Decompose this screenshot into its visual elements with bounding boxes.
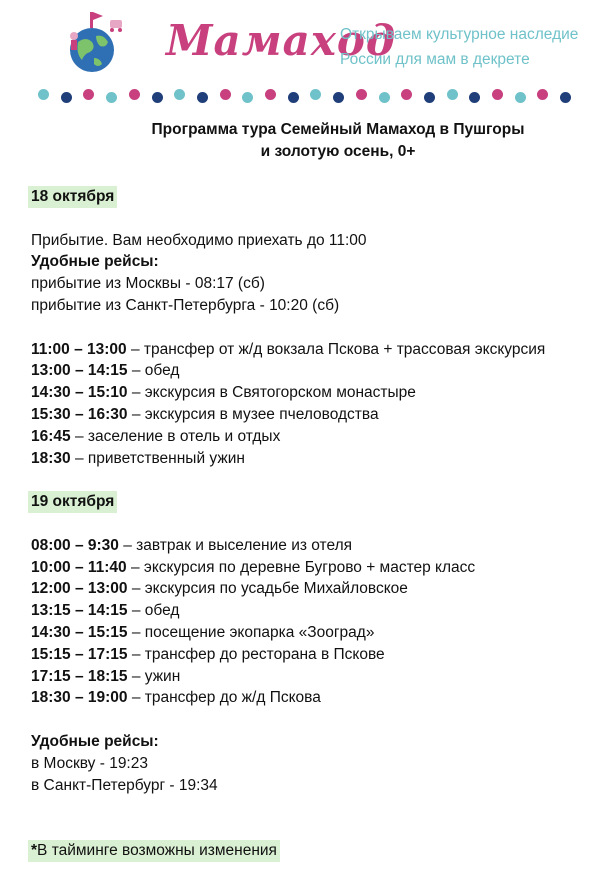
note bbox=[28, 840, 280, 862]
schedule-time: 18:30 – 19:00 bbox=[31, 689, 128, 707]
day2-schedule-item bbox=[31, 666, 591, 688]
note-text: В тайминге возможны изменения bbox=[37, 841, 277, 859]
schedule-activity: – экскурсия по усадьбе Михайловское bbox=[127, 580, 408, 598]
schedule-time: 12:00 – 13:00 bbox=[31, 580, 128, 598]
schedule-activity: – посещение экопарка «Зооград» bbox=[127, 623, 375, 641]
slogan bbox=[340, 22, 600, 72]
schedule-activity: – экскурсия в музее пчеловодства bbox=[127, 405, 379, 423]
decorative-dot bbox=[220, 89, 231, 100]
schedule-time: 15:30 – 16:30 bbox=[31, 405, 128, 423]
schedule-time: 16:45 bbox=[31, 427, 71, 445]
decorative-dot bbox=[310, 89, 321, 100]
day1-flight-2: прибытие из Санкт-Петербурга - 10:20 (сб) bbox=[31, 296, 340, 314]
day1-schedule-item bbox=[31, 339, 591, 361]
day1-arrival: Прибытие. Вам необходимо приехать до 11:00 bbox=[31, 231, 367, 249]
schedule-time: 13:15 – 14:15 bbox=[31, 602, 128, 620]
day1-schedule-item bbox=[31, 426, 591, 448]
slogan-line-1: Открываем культурное наследие bbox=[340, 26, 579, 43]
decorative-dot bbox=[469, 92, 480, 103]
day1-schedule-item bbox=[31, 404, 591, 426]
title-line-2: и золотую осень, 0+ bbox=[260, 143, 416, 160]
header bbox=[0, 0, 600, 112]
day1-schedule-list bbox=[31, 339, 591, 470]
schedule-activity: – экскурсия в Святогорском монастыре bbox=[127, 384, 416, 402]
decorative-dot bbox=[242, 92, 253, 103]
schedule-time: 13:00 – 14:15 bbox=[31, 362, 128, 380]
schedule-activity: – приветственный ужин bbox=[70, 449, 245, 467]
note-asterisk: * bbox=[31, 841, 38, 859]
day1-date: 18 октября bbox=[28, 186, 117, 208]
decorative-dot bbox=[106, 92, 117, 103]
day1-schedule-item bbox=[31, 382, 591, 404]
decorative-dot bbox=[401, 89, 412, 100]
day2-schedule-item bbox=[31, 557, 591, 579]
day2-flight-2: в Санкт-Петербург - 19:34 bbox=[31, 776, 218, 794]
day2-date: 19 октября bbox=[28, 491, 117, 513]
day2-flights-heading: Удобные рейсы: bbox=[31, 732, 159, 750]
decorative-dot bbox=[38, 89, 49, 100]
schedule-activity: – трансфер до ж/д Пскова bbox=[127, 689, 321, 707]
schedule-time: 14:30 – 15:10 bbox=[31, 384, 128, 402]
globe-logo-icon bbox=[58, 6, 130, 78]
decorative-dot bbox=[537, 89, 548, 100]
decorative-dot bbox=[492, 89, 503, 100]
day1-schedule-item bbox=[31, 448, 591, 470]
decorative-dot bbox=[129, 89, 140, 100]
slogan-line-2: России для мам в декрете bbox=[340, 51, 530, 68]
day2-flight-1: в Москву - 19:23 bbox=[31, 754, 148, 772]
schedule-content bbox=[31, 186, 591, 862]
day2-schedule-item bbox=[31, 600, 591, 622]
decorative-dot bbox=[560, 92, 571, 103]
schedule-activity: – трансфер до ресторана в Пскове bbox=[127, 645, 385, 663]
decorative-dot bbox=[197, 92, 208, 103]
decorative-dot bbox=[174, 89, 185, 100]
decorative-dot bbox=[288, 92, 299, 103]
schedule-activity: – обед bbox=[127, 362, 180, 380]
decorative-dot bbox=[379, 92, 390, 103]
schedule-time: 18:30 bbox=[31, 449, 71, 467]
decorative-dot bbox=[447, 89, 458, 100]
schedule-activity: – ужин bbox=[127, 667, 181, 685]
schedule-time: 15:15 – 17:15 bbox=[31, 645, 128, 663]
note-row bbox=[31, 840, 591, 862]
decorative-dot bbox=[152, 92, 163, 103]
schedule-activity: – экскурсия по деревне Бугрово + мастер класс bbox=[126, 558, 476, 576]
day2-schedule-list bbox=[31, 535, 591, 709]
decorative-dot bbox=[265, 89, 276, 100]
decorative-dot bbox=[61, 92, 72, 103]
decorative-dot bbox=[515, 92, 526, 103]
day2-schedule-item bbox=[31, 644, 591, 666]
schedule-activity: – трансфер от ж/д вокзала Пскова + трассовая экскурсия bbox=[126, 340, 546, 358]
day1-flight-1: прибытие из Москвы - 08:17 (сб) bbox=[31, 275, 265, 293]
schedule-activity: – завтрак и выселение из отеля bbox=[118, 536, 353, 554]
title-line-1: Программа тура Семейный Мамаход в Пушгоры bbox=[151, 121, 525, 138]
schedule-activity: – обед bbox=[127, 602, 180, 620]
schedule-time: 17:15 – 18:15 bbox=[31, 667, 128, 685]
schedule-activity: – заселение в отель и отдых bbox=[70, 427, 281, 445]
day1-schedule-item bbox=[31, 360, 591, 382]
decorative-dot bbox=[83, 89, 94, 100]
schedule-time: 11:00 – 13:00 bbox=[31, 340, 127, 358]
day2-schedule-item bbox=[31, 687, 591, 709]
day1-date-row bbox=[31, 186, 591, 208]
decorative-dots bbox=[38, 88, 598, 104]
decorative-dot bbox=[424, 92, 435, 103]
page-title bbox=[0, 119, 600, 163]
day2-schedule-item bbox=[31, 622, 591, 644]
decorative-dot bbox=[333, 92, 344, 103]
brand-name: Мамаход bbox=[166, 16, 397, 65]
decorative-dot bbox=[356, 89, 367, 100]
schedule-time: 08:00 – 9:30 bbox=[31, 536, 119, 554]
day1-flights-heading: Удобные рейсы: bbox=[31, 253, 159, 271]
day2-date-row bbox=[31, 491, 591, 513]
day2-schedule-item bbox=[31, 535, 591, 557]
schedule-time: 14:30 – 15:15 bbox=[31, 623, 128, 641]
schedule-time: 10:00 – 11:40 bbox=[31, 558, 127, 576]
day2-schedule-item bbox=[31, 578, 591, 600]
